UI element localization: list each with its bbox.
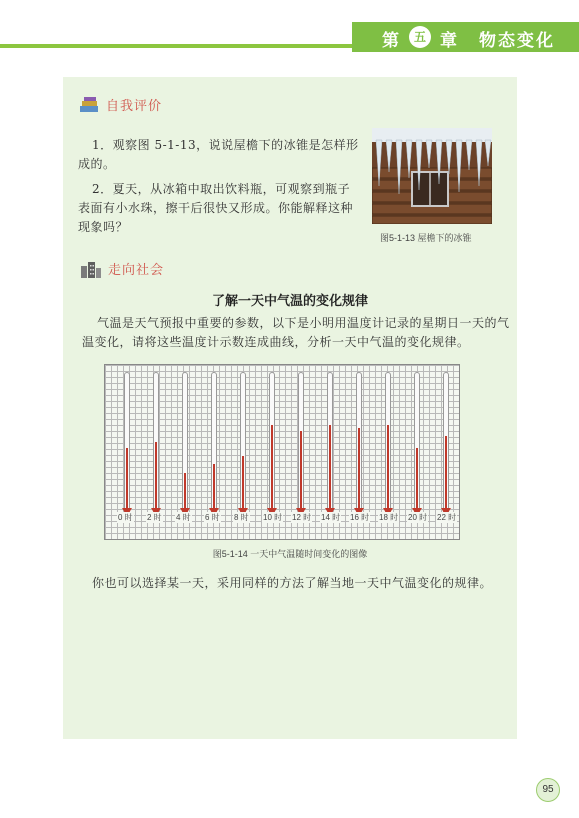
- question-1-line-1: 1．观察图 5-1-13，说说屋檐下的冰锥是怎样形: [92, 138, 359, 152]
- hour-label: 22 时: [437, 513, 457, 522]
- activity-title: 了解一天中气温的变化规律: [211, 293, 368, 308]
- mercury-column: [329, 425, 331, 512]
- mercury-column: [300, 431, 302, 512]
- mercury-column: [445, 436, 447, 512]
- hour-label: 14 时: [321, 513, 341, 522]
- hour-label: 20 时: [408, 513, 428, 522]
- chapter-banner: [352, 22, 579, 52]
- hour-label: 10 时: [263, 513, 283, 522]
- society-heading: [80, 259, 164, 278]
- page-number: 95: [536, 778, 560, 802]
- figure-5-1-13-caption: 图5-1-13 屋檐下的冰锥: [380, 233, 472, 243]
- mercury-column: [358, 428, 360, 512]
- hour-label: 0 时: [118, 513, 133, 522]
- question-2-line-3: 现象吗？: [78, 220, 129, 234]
- activity-intro-line-2: 温变化，请将这些温度计示数连成曲线，分析一天中气温的变化规律。: [82, 335, 470, 349]
- question-2-line-2: 表面有小水珠，擦干后很快又形成。你能解释这种: [78, 201, 354, 215]
- hour-label: 6 时: [205, 513, 220, 522]
- society-title: 走向社会: [108, 263, 165, 278]
- mercury-column: [126, 448, 128, 512]
- mercury-column: [387, 425, 389, 512]
- hour-label: 4 时: [176, 513, 191, 522]
- icicles-image: [372, 128, 492, 224]
- hour-label: 12 时: [292, 513, 312, 522]
- icicles-photo: [372, 128, 492, 224]
- buildings-icon: [80, 260, 102, 278]
- chapter-number-badge: 五: [409, 26, 431, 48]
- question-1-line-2: 成的。: [78, 157, 116, 171]
- figure-5-1-14-caption: 图5-1-14 一天中气温随时间变化的图像: [212, 549, 368, 559]
- chapter-title: 物态变化: [479, 31, 555, 51]
- closing-paragraph: 你也可以选择某一天，采用同样的方法了解当地一天中气温变化的规律。: [92, 576, 493, 590]
- mercury-column: [242, 456, 244, 512]
- books-icon: [78, 96, 100, 114]
- chapter-prefix: 第: [382, 31, 399, 51]
- self-assessment-title: 自我评价: [106, 99, 163, 114]
- mercury-column: [416, 448, 418, 512]
- activity-intro-line-1: 气温是天气预报中重要的参数，以下是小明用温度计记录的星期日一天的气: [97, 316, 510, 330]
- hour-label: 18 时: [379, 513, 399, 522]
- mercury-column: [184, 473, 186, 512]
- self-assessment-heading: [78, 95, 162, 114]
- hour-label: 16 时: [350, 513, 370, 522]
- chapter-suffix: 章: [440, 31, 457, 51]
- hour-label: 2 时: [147, 513, 162, 522]
- mercury-column: [155, 442, 157, 512]
- hour-label: 8 时: [234, 513, 249, 522]
- question-2-line-1: 2．夏天，从冰箱中取出饮料瓶，可观察到瓶子: [92, 182, 351, 196]
- mercury-column: [271, 425, 273, 512]
- mercury-column: [213, 464, 215, 512]
